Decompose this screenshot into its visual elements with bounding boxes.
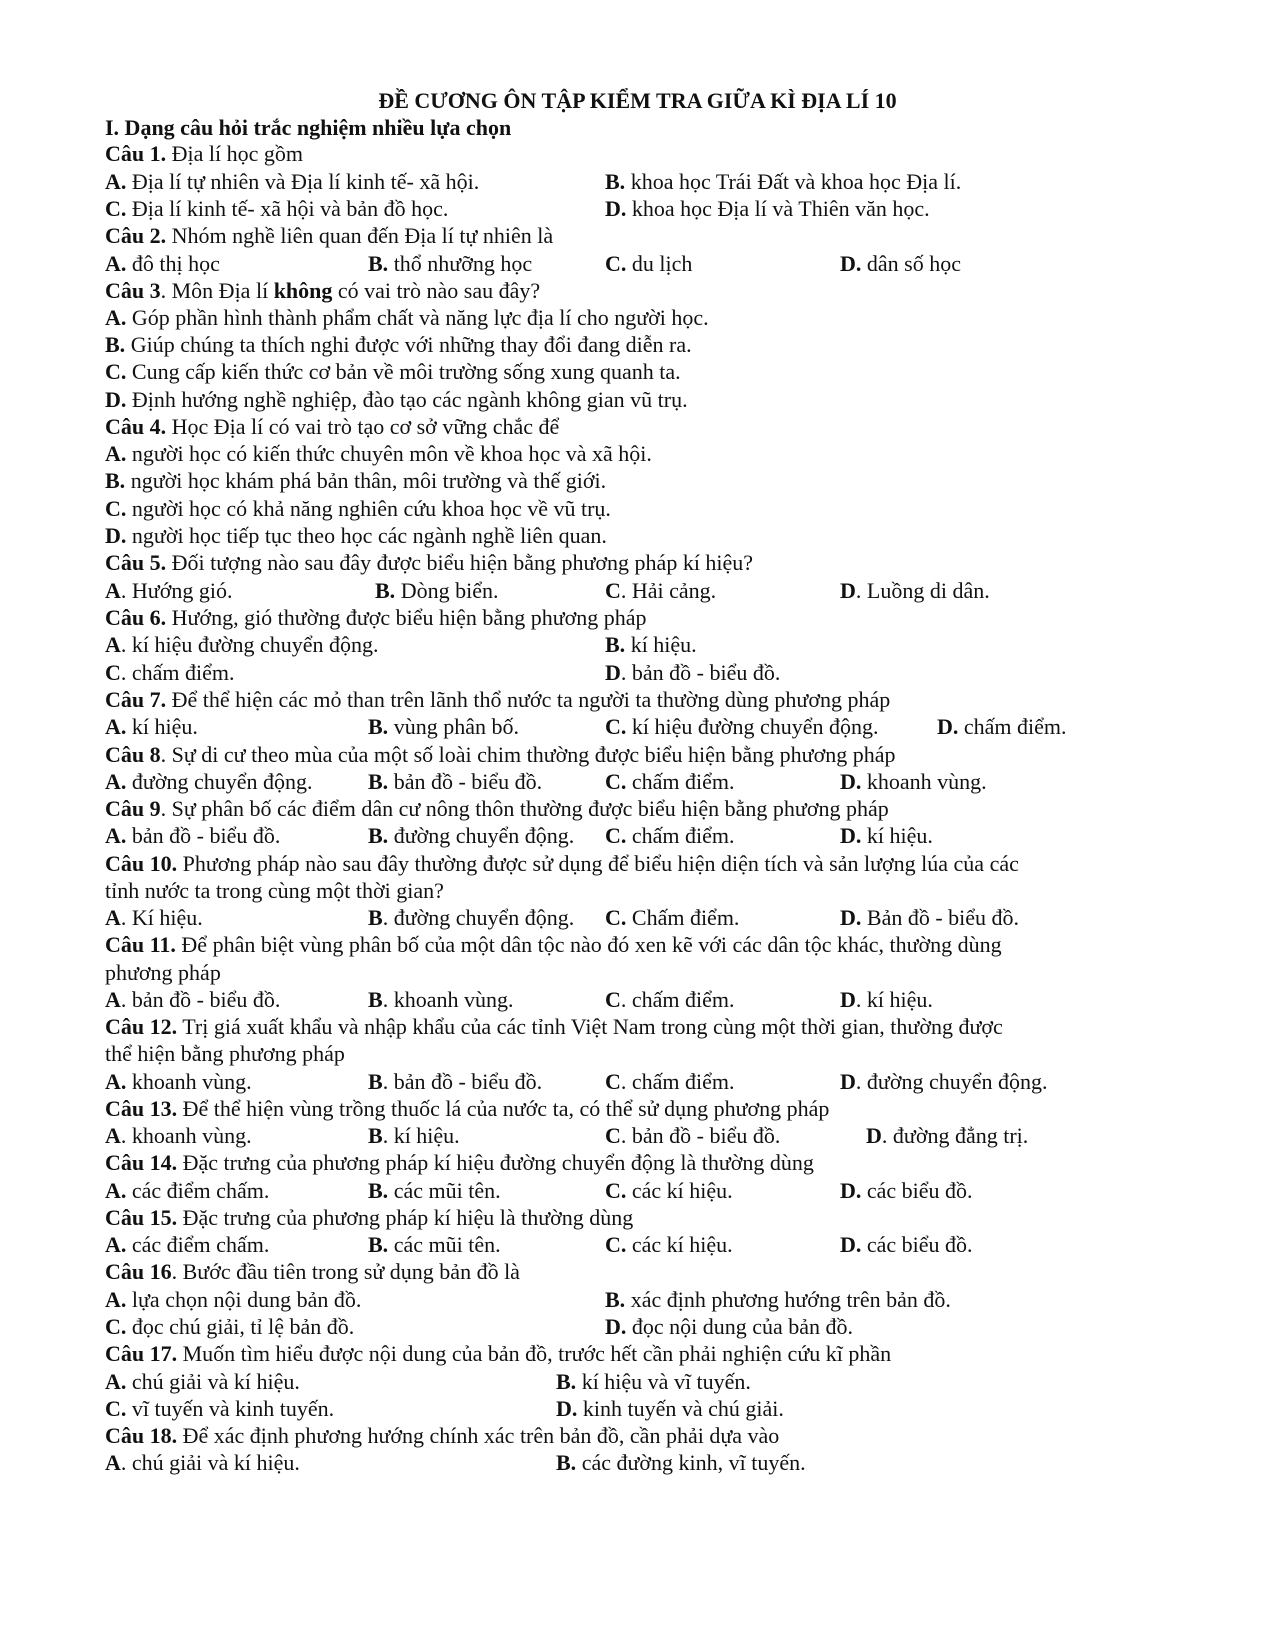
option-text: các mũi tên. xyxy=(388,1232,501,1257)
option-b xyxy=(368,1122,460,1150)
option-text: vĩ tuyến và kinh tuyến. xyxy=(126,1396,335,1421)
option-text: . Hải cảng. xyxy=(620,578,717,603)
option-letter: D. xyxy=(840,823,862,848)
option-b xyxy=(368,250,532,278)
option-text: . đường chuyển động. xyxy=(382,905,575,930)
question-stem: Đối tượng nào sau đây được biểu hiện bằng phương pháp kí hiệu? xyxy=(166,550,754,575)
option-text: Địa lí kinh tế- xã hội và bản đồ học. xyxy=(126,196,449,221)
option-letter: C xyxy=(105,660,121,685)
option-d xyxy=(840,768,987,796)
question-label: Câu 10. xyxy=(105,851,178,876)
option-d xyxy=(866,1122,1028,1150)
option-b xyxy=(368,822,574,850)
option-text: . chú giải và kí hiệu. xyxy=(120,1450,300,1475)
option-letter: D. xyxy=(105,387,127,412)
option-a xyxy=(105,822,280,850)
option-letter: C. xyxy=(605,823,627,848)
question-label: Câu 18. xyxy=(105,1423,178,1448)
option-letter: C. xyxy=(605,251,627,276)
option-letter: C. xyxy=(605,1178,627,1203)
option-text: vùng phân bố. xyxy=(388,714,519,739)
option-c xyxy=(605,822,735,850)
option-text: Cung cấp kiến thức cơ bản về môi trường sống xung quanh ta. xyxy=(126,359,681,384)
option-text: kí hiệu và vĩ tuyến. xyxy=(576,1369,751,1394)
option-letter: B. xyxy=(368,823,389,848)
option-b xyxy=(605,168,961,196)
question-stem: có vai trò nào sau đây? xyxy=(332,278,541,303)
option-letter: B. xyxy=(368,769,389,794)
option-d xyxy=(840,577,990,605)
option-c xyxy=(105,195,448,223)
option-text: khoa học Trái Đất và khoa học Địa lí. xyxy=(625,169,962,194)
question-10-stem-continued: tỉnh nước ta trong cùng một thời gian? xyxy=(105,878,444,903)
option-text: bản đồ - biểu đồ. xyxy=(388,769,543,794)
question-stem-emphasis: không xyxy=(273,278,333,303)
option-d xyxy=(840,1231,973,1259)
option-a xyxy=(105,577,232,605)
question-label: Câu 7. xyxy=(105,687,167,712)
question-label: Câu 17. xyxy=(105,1341,178,1366)
option-text: chấm điểm. xyxy=(626,769,735,794)
option-c xyxy=(605,986,735,1014)
option-b xyxy=(368,713,519,741)
option-text: người học có kiến thức chuyên môn về khoa học và xã hội. xyxy=(126,441,652,466)
option-a xyxy=(105,986,280,1014)
option-letter: B. xyxy=(368,714,389,739)
option-d xyxy=(840,986,933,1014)
option-text: người học có khả năng nghiên cứu khoa học về vũ trụ. xyxy=(126,496,611,521)
option-a xyxy=(105,1286,361,1314)
option-text: . chấm điểm. xyxy=(120,660,235,685)
option-text: các mũi tên. xyxy=(388,1178,501,1203)
option-b xyxy=(605,631,697,659)
option-c xyxy=(605,768,735,796)
question-label: Câu 8 xyxy=(105,742,161,767)
option-text: đường chuyển động. xyxy=(388,823,575,848)
option-text: Chấm điểm. xyxy=(626,905,740,930)
question-label: Câu 12. xyxy=(105,1014,178,1039)
option-text: kí hiệu. xyxy=(625,632,697,657)
option-letter: A xyxy=(105,905,121,930)
question-label: Câu 14. xyxy=(105,1150,178,1175)
option-d xyxy=(840,822,933,850)
option-text: các đường kinh, vĩ tuyến. xyxy=(576,1450,806,1475)
option-b xyxy=(556,1368,751,1396)
option-letter: D xyxy=(866,1123,882,1148)
option-letter: B. xyxy=(368,251,389,276)
question-7 xyxy=(105,686,890,714)
question-8 xyxy=(105,741,895,769)
option-letter: C. xyxy=(105,1396,127,1421)
option-a xyxy=(105,1068,252,1096)
question-stem: . Bước đầu tiên trong sử dụng bản đồ là xyxy=(171,1259,520,1284)
option-text: . bản đồ - biểu đồ. xyxy=(382,1069,543,1094)
option-letter: C. xyxy=(605,905,627,930)
option-letter: C xyxy=(605,1123,621,1148)
option-letter: C xyxy=(605,1069,621,1094)
option-c xyxy=(605,577,716,605)
option-letter: B. xyxy=(556,1450,577,1475)
question-stem: Học Địa lí có vai trò tạo cơ sở vững chắc để xyxy=(166,414,560,439)
option-d xyxy=(105,386,688,414)
option-text: đường chuyển động. xyxy=(126,769,313,794)
option-text: bản đồ - biểu đồ. xyxy=(126,823,281,848)
option-text: các biểu đồ. xyxy=(861,1232,973,1257)
option-c xyxy=(605,1068,735,1096)
option-letter: C xyxy=(605,987,621,1012)
option-text: . bản đồ - biểu đồ. xyxy=(620,660,781,685)
option-text: Góp phần hình thành phẩm chất và năng lực địa lí cho người học. xyxy=(126,305,709,330)
option-c xyxy=(605,904,739,932)
option-letter: B. xyxy=(605,169,626,194)
question-11-stem-continued: phương pháp xyxy=(105,960,221,985)
option-letter: A xyxy=(105,578,121,603)
option-d xyxy=(840,1177,973,1205)
option-a xyxy=(105,1449,300,1477)
question-12-stem-continued: thể hiện bằng phương pháp xyxy=(105,1041,345,1066)
option-text: các điểm chấm. xyxy=(126,1178,270,1203)
option-text: . Kí hiệu. xyxy=(120,905,203,930)
option-text: . khoanh vùng. xyxy=(382,987,514,1012)
option-letter: A. xyxy=(105,823,127,848)
option-letter: D. xyxy=(840,251,862,276)
option-b xyxy=(368,904,574,932)
document-title: ĐỀ CƯƠNG ÔN TẬP KIỂM TRA GIỮA KÌ ĐỊA LÍ 10 xyxy=(378,88,897,113)
question-label: Câu 2. xyxy=(105,223,167,248)
option-c xyxy=(105,495,611,523)
option-letter: C. xyxy=(105,359,127,384)
option-letter: D. xyxy=(840,905,862,930)
option-text: . bản đồ - biểu đồ. xyxy=(620,1123,781,1148)
option-text: . chấm điểm. xyxy=(620,987,735,1012)
option-letter: D xyxy=(605,660,621,685)
option-text: người học tiếp tục theo học các ngành nghề liên quan. xyxy=(126,523,607,548)
option-letter: C. xyxy=(605,769,627,794)
option-letter: D. xyxy=(937,714,959,739)
option-a xyxy=(105,168,479,196)
option-a xyxy=(105,304,709,332)
option-text: du lịch xyxy=(626,251,693,276)
option-d xyxy=(937,713,1067,741)
option-letter: B. xyxy=(368,1178,389,1203)
question-stem: Nhóm nghề liên quan đến Địa lí tự nhiên là xyxy=(166,223,554,248)
option-text: dân số học xyxy=(861,251,961,276)
option-a xyxy=(105,768,312,796)
option-c xyxy=(105,659,235,687)
option-letter: B. xyxy=(368,1232,389,1257)
question-9 xyxy=(105,795,889,823)
option-letter: B. xyxy=(105,468,126,493)
option-letter: D. xyxy=(105,523,127,548)
question-stem: Để thể hiện các mỏ than trên lãnh thổ nước ta người ta thường dùng phương pháp xyxy=(166,687,891,712)
question-stem: Để phân biệt vùng phân bố của một dân tộc nào đó xen kẽ với các dân tộc khác, thường dùng xyxy=(175,932,1002,957)
option-text: Bản đồ - biểu đồ. xyxy=(861,905,1020,930)
question-18 xyxy=(105,1422,779,1450)
option-letter: D. xyxy=(556,1396,578,1421)
option-text: Địa lí tự nhiên và Địa lí kinh tế- xã hội. xyxy=(126,169,480,194)
question-stem: . Sự di cư theo mùa của một số loài chim thường được biểu hiện bằng phương pháp xyxy=(160,742,896,767)
question-stem: Để thể hiện vùng trồng thuốc lá của nước ta, có thể sử dụng phương pháp xyxy=(177,1096,830,1121)
option-letter: D. xyxy=(605,1314,627,1339)
question-stem: . Môn Địa lí xyxy=(160,278,274,303)
question-label: Câu 3 xyxy=(105,278,161,303)
option-d xyxy=(605,1313,853,1341)
question-label: Câu 16 xyxy=(105,1259,172,1284)
option-letter: A. xyxy=(105,1232,127,1257)
question-17 xyxy=(105,1340,891,1368)
option-text: chú giải và kí hiệu. xyxy=(126,1369,300,1394)
option-letter: B xyxy=(368,1069,383,1094)
option-c xyxy=(105,1313,354,1341)
option-a xyxy=(105,1368,300,1396)
option-a xyxy=(105,1122,252,1150)
question-10 xyxy=(105,850,1019,878)
option-a xyxy=(105,713,198,741)
option-text: . chấm điểm. xyxy=(620,1069,735,1094)
option-d xyxy=(840,250,961,278)
option-c xyxy=(605,1231,733,1259)
option-letter: B. xyxy=(605,632,626,657)
question-label: Câu 13. xyxy=(105,1096,178,1121)
option-c xyxy=(605,1122,780,1150)
option-text: chấm điểm. xyxy=(958,714,1067,739)
option-text: các điểm chấm. xyxy=(126,1232,270,1257)
question-stem: Đặc trưng của phương pháp kí hiệu đường chuyển động là thường dùng xyxy=(177,1150,814,1175)
option-text: . đường đẳng trị. xyxy=(881,1123,1029,1148)
option-letter: A xyxy=(105,1123,121,1148)
option-letter: A xyxy=(105,632,121,657)
option-text: lựa chọn nội dung bản đồ. xyxy=(126,1287,362,1312)
option-letter: A. xyxy=(105,305,127,330)
option-letter: A. xyxy=(105,1069,127,1094)
option-text: Giúp chúng ta thích nghi được với những thay đổi đang diễn ra. xyxy=(125,332,692,357)
option-letter: C. xyxy=(605,714,627,739)
option-letter: A. xyxy=(105,251,127,276)
question-12 xyxy=(105,1013,1003,1041)
option-text: kí hiệu đường chuyển động. xyxy=(626,714,879,739)
option-letter: A. xyxy=(105,769,127,794)
option-letter: A xyxy=(105,987,121,1012)
question-label: Câu 1. xyxy=(105,141,167,166)
option-letter: B xyxy=(368,905,383,930)
option-letter: C xyxy=(605,578,621,603)
option-c xyxy=(605,1177,733,1205)
option-text: . khoanh vùng. xyxy=(120,1123,252,1148)
option-letter: D. xyxy=(840,1232,862,1257)
option-text: . kí hiệu. xyxy=(855,987,933,1012)
option-d xyxy=(605,195,930,223)
option-b xyxy=(556,1449,806,1477)
question-13 xyxy=(105,1095,829,1123)
option-a xyxy=(105,440,652,468)
option-text: các biểu đồ. xyxy=(861,1178,973,1203)
question-stem: Muốn tìm hiểu được nội dung của bản đồ, trước hết cần phải nghiện cứu kĩ phần xyxy=(177,1341,892,1366)
question-stem: Phương pháp nào sau đây thường được sử dụng để biểu hiện diện tích và sản lượng lúa của các xyxy=(177,851,1019,876)
option-b xyxy=(105,467,606,495)
option-c xyxy=(605,713,878,741)
question-15 xyxy=(105,1204,633,1232)
question-stem: Trị giá xuất khẩu và nhập khẩu của các tỉnh Việt Nam trong cùng một thời gian, thường được xyxy=(177,1014,1003,1039)
option-b xyxy=(105,331,692,359)
option-c xyxy=(105,358,681,386)
option-letter: B. xyxy=(375,578,396,603)
question-3 xyxy=(105,277,540,305)
question-14 xyxy=(105,1149,814,1177)
option-b xyxy=(368,1068,542,1096)
option-text: chấm điểm. xyxy=(626,823,735,848)
question-label: Câu 6. xyxy=(105,605,167,630)
option-text: kí hiệu. xyxy=(126,714,198,739)
question-label: Câu 4. xyxy=(105,414,167,439)
option-letter: D xyxy=(840,1069,856,1094)
option-letter: B xyxy=(368,1123,383,1148)
option-letter: C. xyxy=(105,196,127,221)
option-text: . Hướng gió. xyxy=(120,578,233,603)
option-text: khoanh vùng. xyxy=(861,769,987,794)
option-text: đô thị học xyxy=(126,251,220,276)
option-b xyxy=(368,768,542,796)
option-letter: A. xyxy=(105,1178,127,1203)
question-stem: Đặc trưng của phương pháp kí hiệu là thường dùng xyxy=(177,1205,634,1230)
question-11 xyxy=(105,931,1002,959)
option-text: kinh tuyến và chú giải. xyxy=(577,1396,784,1421)
question-4 xyxy=(105,413,559,441)
option-letter: D. xyxy=(840,769,862,794)
option-text: các kí hiệu. xyxy=(626,1178,733,1203)
option-text: . kí hiệu. xyxy=(382,1123,460,1148)
option-b xyxy=(368,1177,501,1205)
option-letter: A. xyxy=(105,441,127,466)
option-d xyxy=(605,659,780,687)
option-letter: D xyxy=(840,987,856,1012)
option-letter: B. xyxy=(105,332,126,357)
question-label: Câu 5. xyxy=(105,550,167,575)
option-letter: D xyxy=(840,578,856,603)
question-stem: . Sự phân bố các điểm dân cư nông thôn thường được biểu hiện bằng phương pháp xyxy=(160,796,889,821)
option-a xyxy=(105,1231,269,1259)
option-a xyxy=(105,904,203,932)
option-letter: B xyxy=(368,987,383,1012)
option-letter: C. xyxy=(105,1314,127,1339)
option-b xyxy=(368,1231,501,1259)
question-label: Câu 11. xyxy=(105,932,176,957)
option-c xyxy=(605,250,692,278)
question-1 xyxy=(105,140,303,168)
option-text: kí hiệu. xyxy=(861,823,933,848)
option-letter: A xyxy=(105,1450,121,1475)
option-text: khoanh vùng. xyxy=(126,1069,252,1094)
option-letter: C. xyxy=(605,1232,627,1257)
option-letter: A. xyxy=(105,1369,127,1394)
option-text: thổ nhưỡng học xyxy=(388,251,533,276)
option-text: . bản đồ - biểu đồ. xyxy=(120,987,281,1012)
option-d xyxy=(105,522,607,550)
option-a xyxy=(105,250,220,278)
question-label: Câu 15. xyxy=(105,1205,178,1230)
question-stem: Để xác định phương hướng chính xác trên bản đồ, cần phải dựa vào xyxy=(177,1423,780,1448)
option-a xyxy=(105,631,378,659)
option-letter: D. xyxy=(840,1178,862,1203)
option-letter: B. xyxy=(556,1369,577,1394)
question-label: Câu 9 xyxy=(105,796,161,821)
option-b xyxy=(368,986,513,1014)
option-text: đọc nội dung của bản đồ. xyxy=(626,1314,854,1339)
option-d xyxy=(556,1395,784,1423)
option-letter: C. xyxy=(105,496,127,521)
option-text: Dòng biển. xyxy=(395,578,499,603)
option-text: khoa học Địa lí và Thiên văn học. xyxy=(626,196,930,221)
question-6 xyxy=(105,604,647,632)
option-d xyxy=(840,904,1019,932)
option-text: Định hướng nghề nghiệp, đào tạo các ngành không gian vũ trụ. xyxy=(126,387,688,412)
option-text: . kí hiệu đường chuyển động. xyxy=(120,632,379,657)
option-b xyxy=(375,577,498,605)
option-a xyxy=(105,1177,269,1205)
option-text: đọc chú giải, tỉ lệ bản đồ. xyxy=(126,1314,355,1339)
question-stem: Hướng, gió thường được biểu hiện bằng phương pháp xyxy=(166,605,647,630)
option-text: người học khám phá bản thân, môi trường và thế giới. xyxy=(125,468,607,493)
option-text: . Luồng di dân. xyxy=(855,578,990,603)
question-stem: Địa lí học gồm xyxy=(166,141,303,166)
option-b xyxy=(605,1286,951,1314)
option-c xyxy=(105,1395,334,1423)
option-letter: A. xyxy=(105,169,127,194)
option-letter: A. xyxy=(105,714,127,739)
option-text: xác định phương hướng trên bản đồ. xyxy=(625,1287,951,1312)
question-16 xyxy=(105,1258,520,1286)
question-2 xyxy=(105,222,553,250)
option-letter: B. xyxy=(605,1287,626,1312)
option-text: các kí hiệu. xyxy=(626,1232,733,1257)
option-letter: D. xyxy=(605,196,627,221)
section-heading: I. Dạng câu hỏi trắc nghiệm nhiều lựa chọn xyxy=(105,115,512,140)
option-d xyxy=(840,1068,1047,1096)
question-5 xyxy=(105,549,753,577)
option-letter: A. xyxy=(105,1287,127,1312)
option-text: . đường chuyển động. xyxy=(855,1069,1048,1094)
